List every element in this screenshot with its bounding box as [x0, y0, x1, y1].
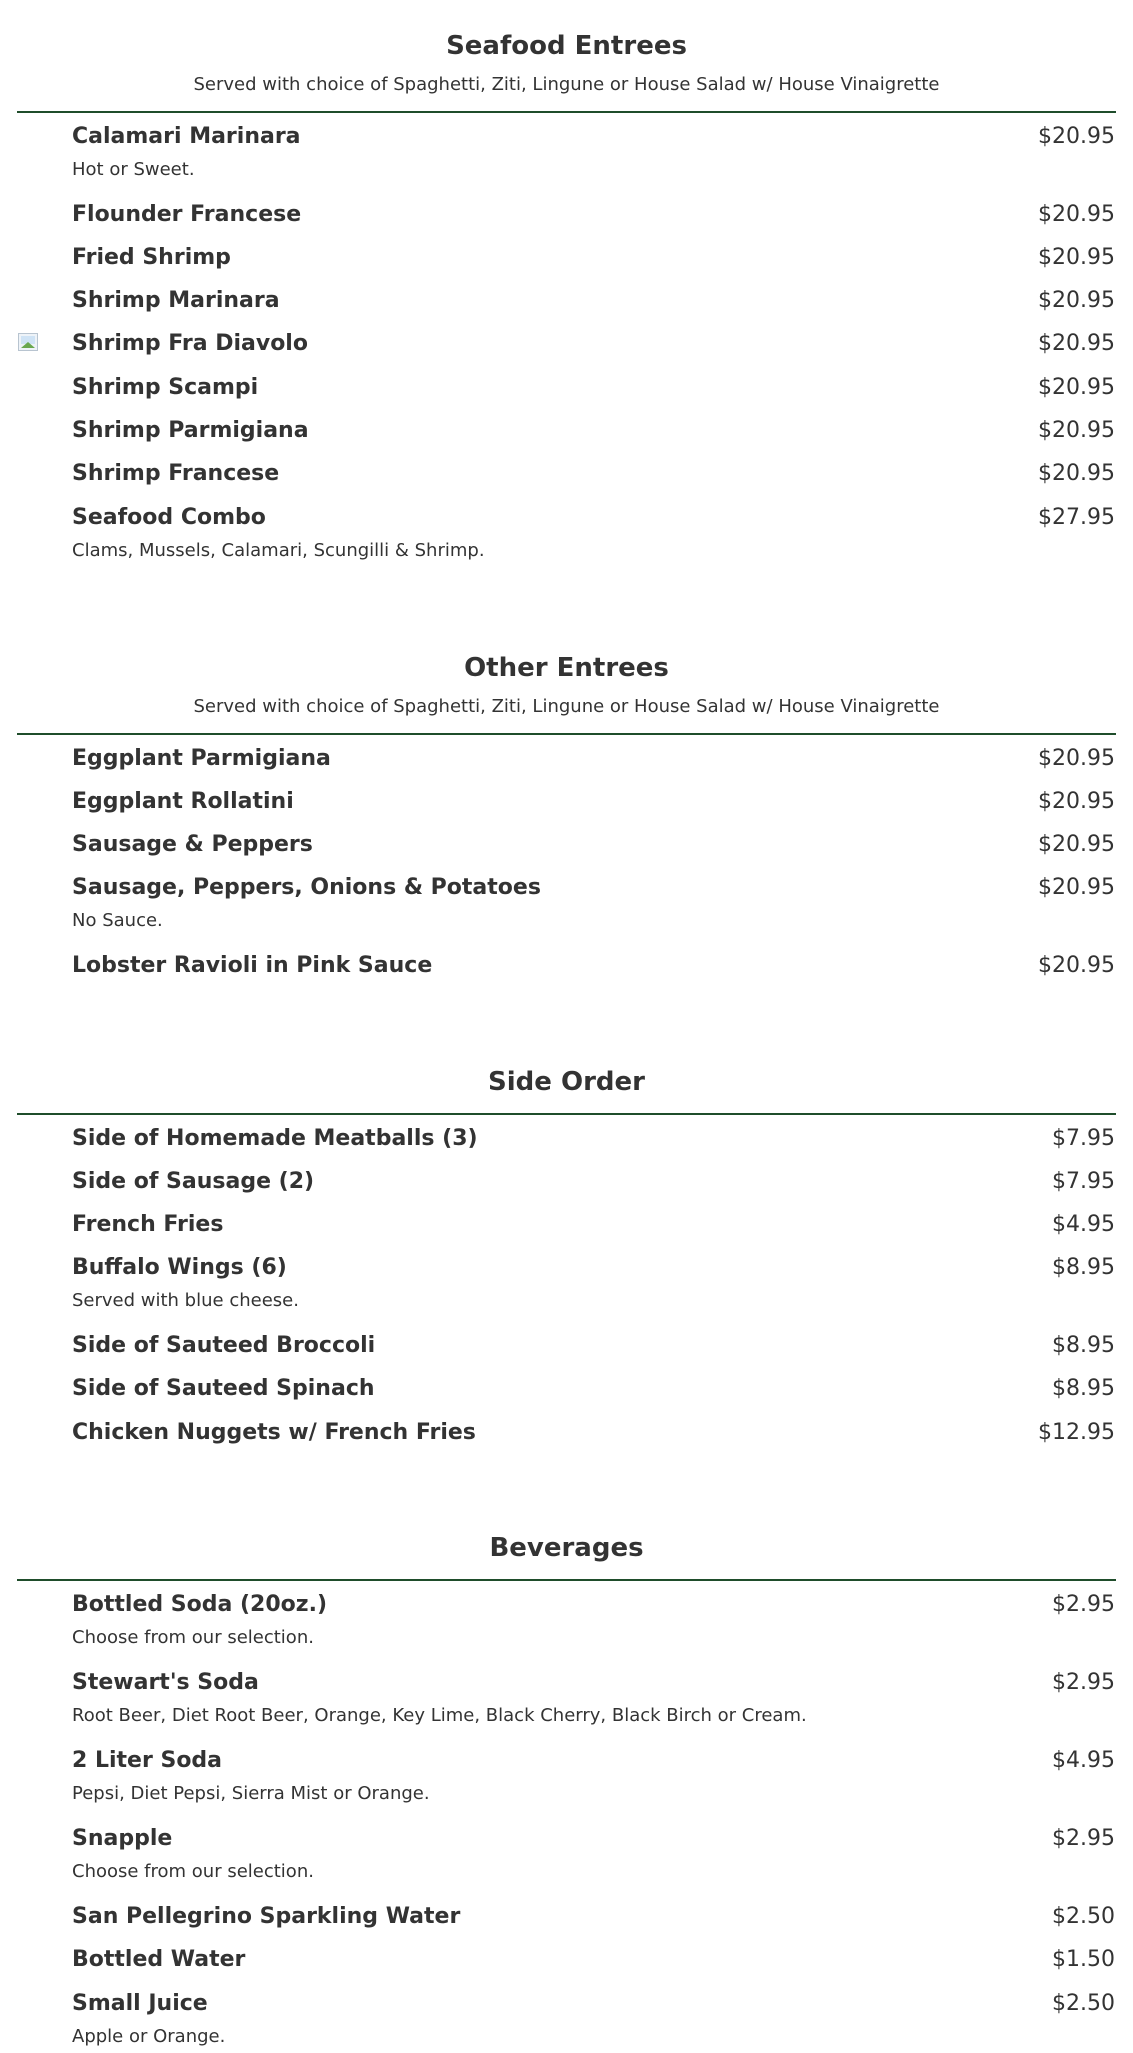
menu-item-name: San Pellegrino Sparkling Water [72, 1904, 461, 1929]
section-title: Beverages [489, 1533, 644, 1563]
menu-item-description: Hot or Sweet. [72, 159, 195, 180]
menu-item-price: $20.95 [1038, 418, 1115, 443]
menu-item-name: Shrimp Fra Diavolo [72, 331, 308, 356]
menu-item-price: $4.95 [1052, 1212, 1115, 1237]
menu-item-price: $20.95 [1038, 746, 1115, 771]
menu-item-name: Shrimp Francese [72, 461, 280, 486]
section-divider [17, 733, 1116, 735]
menu-item-name: Calamari Marinara [72, 124, 301, 149]
menu-item-name: Lobster Ravioli in Pink Sauce [72, 953, 433, 978]
section-title: Seafood Entrees [446, 31, 687, 61]
menu-item-price: $20.95 [1038, 245, 1115, 270]
section-divider [17, 1579, 1116, 1581]
menu-item-name: French Fries [72, 1212, 224, 1237]
menu-item-name: Bottled Soda (20oz.) [72, 1592, 327, 1617]
menu-item-price: $2.50 [1052, 1991, 1115, 2016]
menu-item-price: $4.95 [1052, 1748, 1115, 1773]
menu-item-description: Served with blue cheese. [72, 1290, 299, 1311]
menu-item-description: Choose from our selection. [72, 1861, 314, 1882]
menu-item-name: Shrimp Scampi [72, 375, 259, 400]
menu-item-description: Pepsi, Diet Pepsi, Sierra Mist or Orange. [72, 1783, 430, 1804]
menu-item-name: Sausage, Peppers, Onions & Potatoes [72, 875, 541, 900]
section-divider [17, 1113, 1116, 1115]
menu-item-name: Seafood Combo [72, 505, 266, 530]
menu-item-name: Shrimp Parmigiana [72, 418, 309, 443]
menu-item-name: Snapple [72, 1826, 173, 1851]
menu-item-price: $20.95 [1038, 461, 1115, 486]
menu-item-price: $8.95 [1052, 1376, 1115, 1401]
menu-item-description: Choose from our selection. [72, 1627, 314, 1648]
menu-item-price: $7.95 [1052, 1126, 1115, 1151]
section-title: Side Order [488, 1067, 645, 1097]
menu-item-name: Eggplant Parmigiana [72, 746, 331, 771]
menu-item-price: $20.95 [1038, 789, 1115, 814]
section-subtitle: Served with choice of Spaghetti, Ziti, Lingune or House Salad w/ House Vinaigrette [193, 74, 940, 95]
menu-item-price: $2.50 [1052, 1904, 1115, 1929]
menu-item-price: $20.95 [1038, 331, 1115, 356]
menu-item-price: $20.95 [1038, 375, 1115, 400]
section-subtitle: Served with choice of Spaghetti, Ziti, Lingune or House Salad w/ House Vinaigrette [193, 696, 940, 717]
section-divider [17, 111, 1116, 113]
menu-item-price: $20.95 [1038, 202, 1115, 227]
menu-item-name: 2 Liter Soda [72, 1748, 223, 1773]
menu-item-name: Side of Sauteed Spinach [72, 1376, 375, 1401]
menu-item-name: Shrimp Marinara [72, 288, 280, 313]
menu-item-name: Chicken Nuggets w/ French Fries [72, 1420, 476, 1445]
menu-item-price: $7.95 [1052, 1169, 1115, 1194]
menu-item-name: Fried Shrimp [72, 245, 231, 270]
menu-item-price: $20.95 [1038, 953, 1115, 978]
menu-item-price: $2.95 [1052, 1826, 1115, 1851]
menu-item-name: Buffalo Wings (6) [72, 1255, 287, 1280]
menu-item-price: $2.95 [1052, 1670, 1115, 1695]
menu-item-description: Root Beer, Diet Root Beer, Orange, Key Lime, Black Cherry, Black Birch or Cream. [72, 1705, 807, 1726]
menu-item-description: Apple or Orange. [72, 2026, 226, 2047]
menu-item-description: No Sauce. [72, 910, 163, 931]
menu-item-name: Side of Sauteed Broccoli [72, 1333, 376, 1358]
menu-item-price: $2.95 [1052, 1592, 1115, 1617]
menu-item-price: $8.95 [1052, 1255, 1115, 1280]
menu-item-price: $12.95 [1038, 1420, 1115, 1445]
menu-item-name: Small Juice [72, 1991, 208, 2016]
section-title: Other Entrees [464, 653, 669, 683]
menu-item-price: $20.95 [1038, 875, 1115, 900]
menu-item-name: Side of Homemade Meatballs (3) [72, 1126, 478, 1151]
menu-item-name: Eggplant Rollatini [72, 789, 294, 814]
menu-item-price: $20.95 [1038, 288, 1115, 313]
menu-item-description: Clams, Mussels, Calamari, Scungilli & Shrimp. [72, 540, 485, 561]
broken-image-icon [18, 333, 38, 351]
menu-item-name: Bottled Water [72, 1947, 246, 1972]
menu-item-price: $20.95 [1038, 124, 1115, 149]
menu-item-price: $1.50 [1052, 1947, 1115, 1972]
menu-item-name: Stewart's Soda [72, 1670, 259, 1695]
menu-item-price: $8.95 [1052, 1333, 1115, 1358]
menu-item-price: $27.95 [1038, 505, 1115, 530]
menu-item-name: Flounder Francese [72, 202, 302, 227]
menu-item-name: Side of Sausage (2) [72, 1169, 315, 1194]
menu-item-price: $20.95 [1038, 832, 1115, 857]
menu-item-name: Sausage & Peppers [72, 832, 313, 857]
